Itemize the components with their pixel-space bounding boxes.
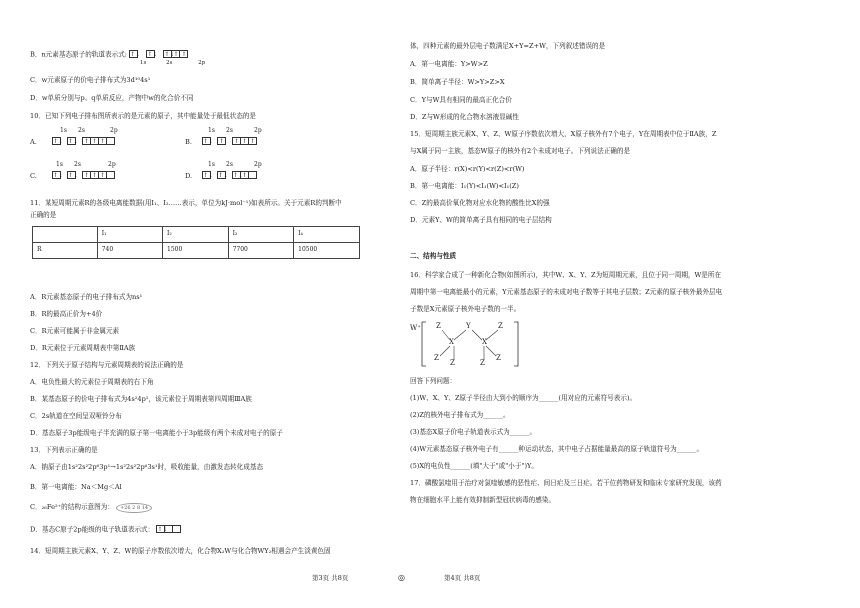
q15-option-b: B．第一电离能：I₁(Y)<I₁(W)<I₁(Z) (410, 182, 519, 190)
q15-stem-1: 15．短周期主族元素X、Y、Z、W原子序数依次增大，X原子核外有7个电子，Y在周期表中位于ⅡA族，Z (410, 130, 717, 138)
orbital-1s: ↑↓ (130, 51, 141, 58)
table-header-row: I₁ I₂ I₃ I₄ (33, 227, 360, 243)
q10-label-c: C. (30, 172, 37, 180)
q14-stem: 14．短周期主族元素X、Y、Z、W的原子序数依次增大，化合物X₂W与化合物WY₂相遇会产生淡黄色固 (30, 547, 331, 555)
compound-structure-figure: W⁺ Z Z X Y X Z Z Z Z (410, 316, 530, 370)
q10-diagram-b: 1s 2s 2p ↑↓ ↑ ↑ ↑ ↑ (203, 127, 262, 145)
q12-option-b: B．某基态原子的价电子排布式为4s²4p¹，该元素位于周期表第四周期ⅢA族 (30, 395, 252, 403)
q11-option-d: D．R元素位于元素周期表中第ⅡA族 (30, 344, 136, 352)
page-number-right: 第4页 共8页 (444, 574, 481, 582)
q16-stem-3: 子数是X元素原子核外电子数的一半。 (410, 305, 521, 313)
q14-option-c: C．Y与W具有相同的最高正化合价 (410, 96, 512, 104)
q15-option-d: D．元素Y、W的简单离子具有相同的电子层结构 (410, 216, 552, 224)
subq-3: (3)基态X原子价电子轨道表示式为______。 (410, 428, 537, 436)
ionization-table (32, 226, 360, 259)
q9-option-d: D．w单质分别与p、q单质反应，产物中w的化合价不同 (30, 94, 194, 102)
q13-option-a: A．钠原子由1s²2s²2p⁶3p¹→1s²2s²2p⁶3s¹时，吸收能量，由激发态转化成基态 (30, 463, 264, 471)
q17-stem-2: 物在细胞水平上能有效抑制新型冠状病毒的感染。 (410, 496, 556, 504)
table-row: R 740 1500 7700 10500 (33, 243, 360, 259)
q9-option-c: C．w元素原子的价电子排布式为3d¹⁰4s¹ (30, 76, 151, 84)
binding-mark: ◎ (398, 573, 405, 582)
orbital-2s: ↑↓ (147, 51, 158, 58)
q9-option-b (30, 50, 194, 59)
q12-option-a: A．电负性最大的元素位于周期表的右下角 (30, 378, 154, 386)
q10-label-b: B. (185, 138, 192, 146)
q15-option-c: C．Z的最高价氧化物对应水化物的酸性比X的强 (410, 199, 550, 207)
q9-b-sublabels: 1s 2s 2p (140, 60, 206, 66)
fe-ion-structure-figure: +26 2 8 14 (116, 503, 152, 513)
q10-diagram-a: 1s 2s 2p ↑↓ ↑↓ ↑ ↑ ↑ (53, 127, 118, 145)
page-number-left: 第3页 共8页 (312, 574, 349, 582)
subq-2: (2)Z的核外电子排布式为______。 (410, 411, 510, 419)
q16-stem-1: 16．科学家合成了一种新化合物(如图所示)，其中W、X、Y、Z为短周期元素，且位于同一周期，W是所在 (410, 271, 722, 279)
q14-option-b: B．简单离子半径：W>Y>Z>X (410, 78, 505, 86)
q10-label-a: A. (30, 138, 37, 146)
q13-option-d: D．基态C原子2p能级的电子轨道表示式： ↑↓ (30, 525, 187, 534)
q12-option-d: D．基态原子3p能级电子半充满的原子第一电离能小于3p能级有两个未成对电子的原子 (30, 429, 283, 437)
q10-stem: 10．已知下列电子排布图所表示的是元素的原子，其中能量处于最低状态的是 (30, 112, 256, 120)
q9-b-text: B．n元素基态原子的轨道表示式: (30, 50, 128, 59)
section-title: 二、结构与性质 (410, 252, 457, 260)
q11-stem-1: 11．某短周期元素R的各级电离能数据(用I₁、I₂……表示，单位为kJ·mol⁻¹)如表所示。关于元素R的判断中 (30, 199, 342, 207)
q13-option-c: C．₂₆Fe²⁺的结构示意图为： +26 2 8 14 (30, 504, 152, 512)
q11-stem-2: 正确的是 (30, 211, 57, 219)
q11-option-a: A．R元素基态原子的电子排布式为ns¹ (30, 293, 143, 301)
subq-5: (5)X的电负性______(填"大于"或"小于")Y。 (410, 462, 538, 470)
q15-stem-2: 与X属于同一主族，基态W原子的核外有2个未成对电子。下列说法正确的是 (410, 147, 631, 155)
q14-option-d: D．Z与W形成的化合物水溶液显碱性 (410, 113, 519, 121)
q10-label-d: D. (185, 172, 193, 180)
q10-diagram-d: 1s 2s 2p ↑↓ ↑↓ ↑↓↑ (203, 161, 262, 179)
q12-stem: 12．下列关于原子结构与元素周期表的说法正确的是 (30, 361, 184, 369)
q13-stem: 13．下列表示正确的是 (30, 446, 98, 454)
q15-option-a: A．原子半径：r(X)<r(Y)<r(Z)<r(W) (410, 165, 525, 173)
q11-option-c: C．R元素可能属于非金属元素 (30, 327, 120, 335)
c-2p-orbital-diagram: ↑↓ (156, 525, 180, 534)
subq-1: (1)W、X、Y、Z原子半径由大到小的顺序为______(用对应的元素符号表示)。 (410, 394, 637, 402)
answer-prompt: 回答下列问题： (410, 377, 457, 385)
orbital-2p: ↑↓↑ ↑ (164, 51, 187, 58)
q16-stem-2: 周期中第一电离能最小的元素，Y元素基态原子的未成对电子数等于其电子层数；Z元素的原子核外最外层电 (410, 288, 723, 296)
q10-diagram-c: 1s 2s 2p ↑↓ ↑↓ ↑ ↑ ↑ (53, 161, 116, 179)
structure-w-ion: W⁺ (410, 324, 421, 332)
q13-option-b: B．第一电离能：Na＜Mg＜Al (30, 483, 122, 491)
q12-option-c: C．2s轨道在空间呈双哑铃分布 (30, 412, 122, 420)
subq-4: (4)W元素基态原子核外电子有______种运动状态，其中电子占据能量最高的原子轨道符号为______。 (410, 445, 704, 453)
q17-stem-1: 17．磷酸氯喹用于治疗对氯喹敏感的恶性疟、间日疟及三日疟。若干位药物研发和临床专家研究发现，该药 (410, 479, 722, 487)
q14-option-a: A．第一电离能：Y>W>Z (410, 60, 488, 68)
q11-option-b: B．R的最高正价为+4价 (30, 310, 103, 318)
q14-stem-cont: 体，四种元素的最外层电子数满足X+Y=Z+W，下列叙述错误的是 (410, 42, 606, 50)
